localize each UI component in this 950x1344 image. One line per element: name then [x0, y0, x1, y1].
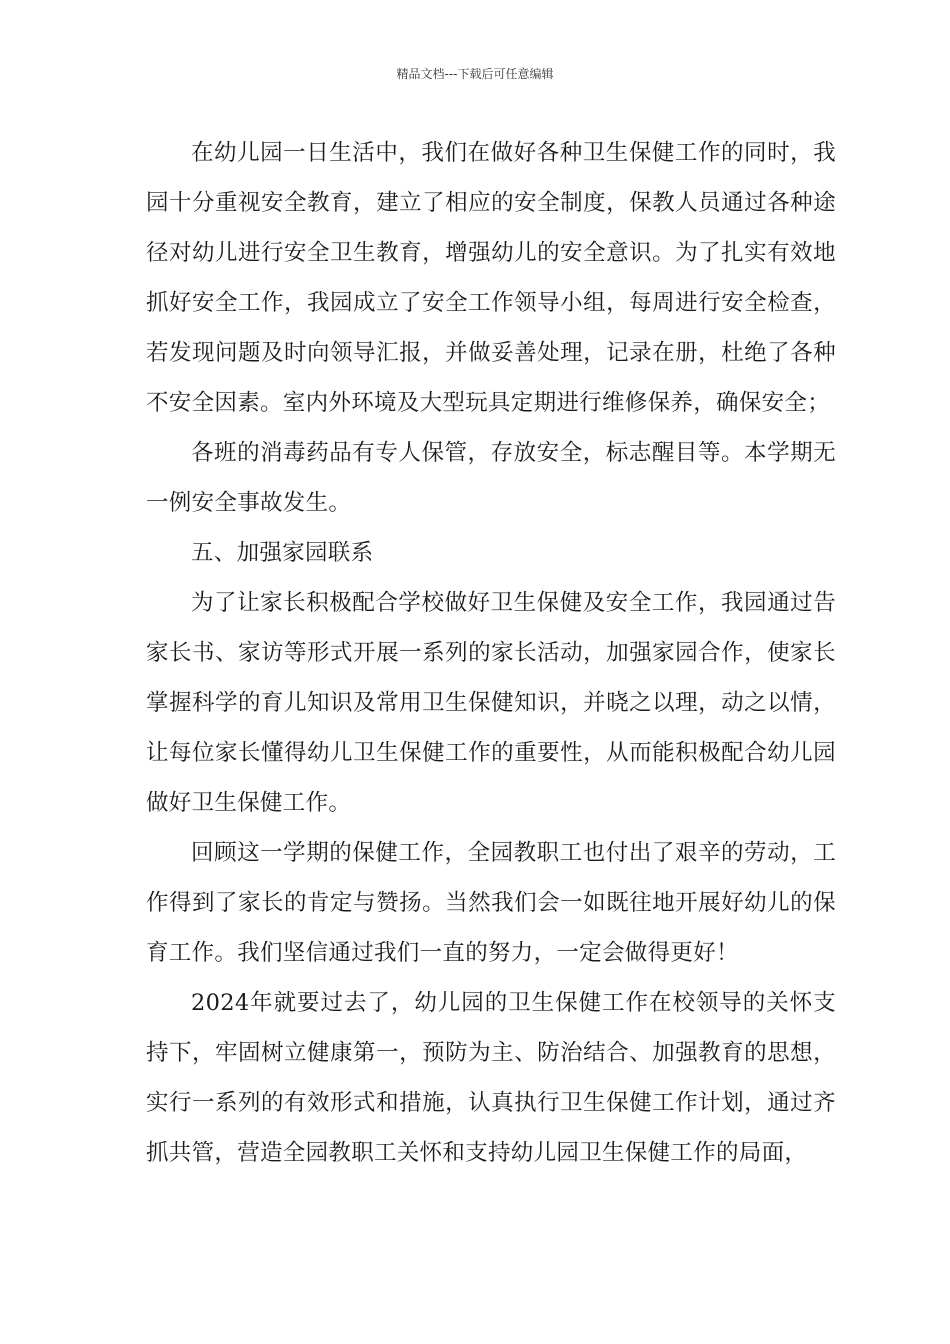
- paragraph-safety-education: 在幼儿园一日生活中，我们在做好各种卫生保健工作的同时，我园十分重视安全教育，建立了相应的安全制度，保教人员通过各种途径对幼儿进行安全卫生教育，增强幼儿的安全意识。为了扎实有效地抓好安全工作，我园成立了安全工作领导小组，每周进行安全检查，若发现问题及时向领导汇报，并做妥善处理，记录在册，杜绝了各种不安全因素。室内外环境及大型玩具定期进行维修保养，确保安全；: [146, 140, 836, 416]
- paragraph-year-summary: 2024年就要过去了，幼儿园的卫生保健工作在校领导的关怀支持下，牢固树立健康第一，预防为主、防治结合、加强教育的思想，实行一系列的有效形式和措施，认真执行卫生保健工作计划，通过齐抓共管，营造全园教职工关怀和支持幼儿园卫生保健工作的局面，: [146, 990, 836, 1166]
- paragraph-review: 回顾这一学期的保健工作，全园教职工也付出了艰辛的劳动，工作得到了家长的肯定与赞扬。当然我们会一如既往地开展好幼儿的保育工作。我们坚信通过我们一直的努力，一定会做得更好！: [146, 840, 836, 966]
- paragraph-parent-cooperation: 为了让家长积极配合学校做好卫生保健及安全工作，我园通过告家长书、家访等形式开展一系列的家长活动，加强家园合作，使家长掌握科学的育儿知识及常用卫生保健知识，并晓之以理，动之以情，让每位家长懂得幼儿卫生保健工作的重要性，从而能积极配合幼儿园做好卫生保健工作。: [146, 590, 836, 816]
- document-body: [146, 128, 836, 1178]
- page-header: 精品文档---下载后可任意编辑: [396, 67, 554, 81]
- section-heading-home-school: 五、加强家园联系: [191, 540, 374, 566]
- paragraph-disinfectant: 各班的消毒药品有专人保管，存放安全，标志醒目等。本学期无一例安全事故发生。: [146, 440, 836, 516]
